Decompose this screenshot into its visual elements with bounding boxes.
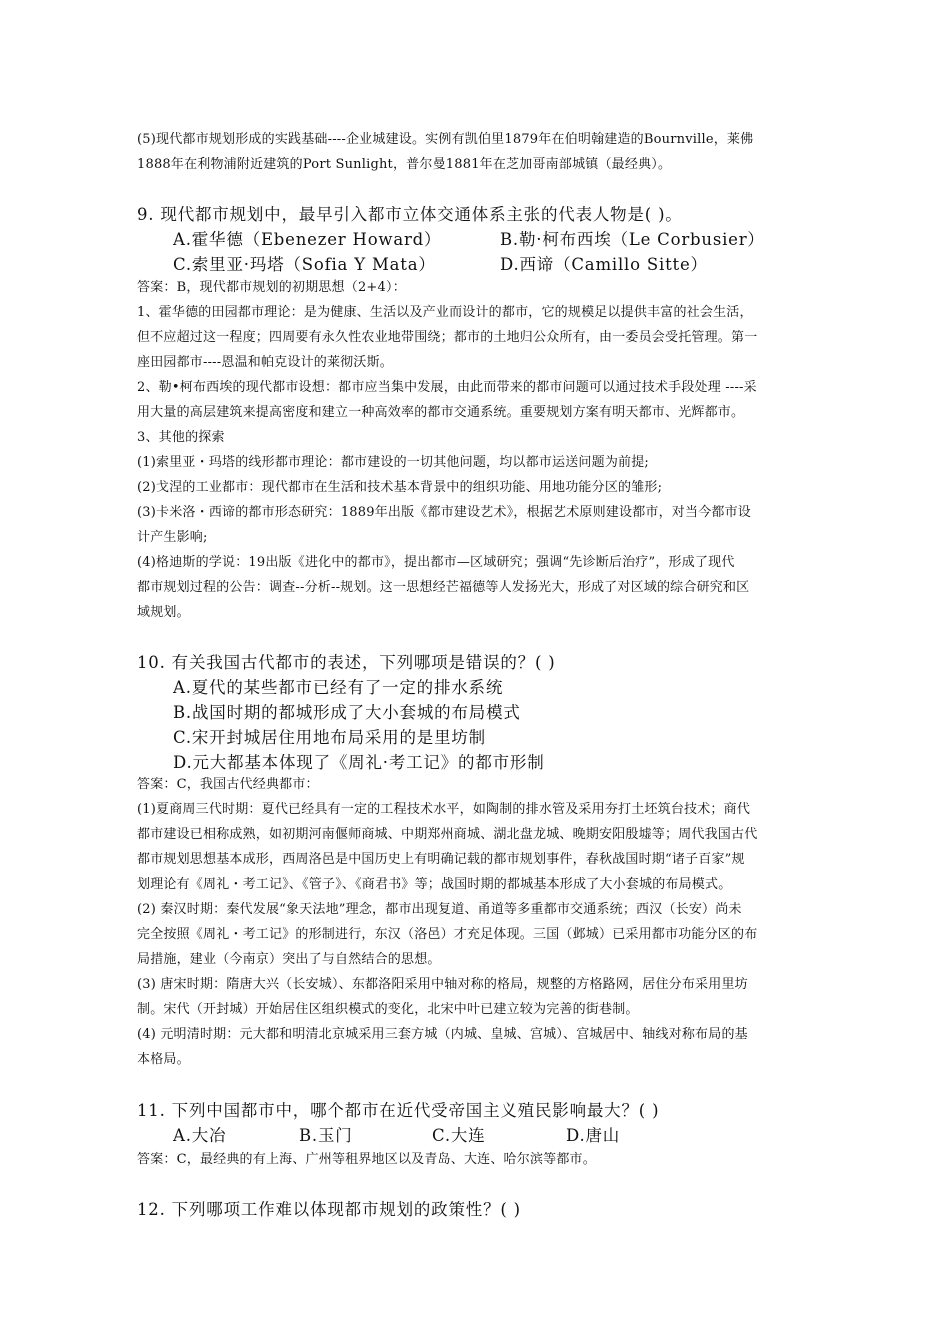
question-10-option-a: A.夏代的某些都市已经有了一定的排水系统 — [173, 678, 504, 697]
answer-line: 答案：C，最经典的有上海、广州等租界地区以及青岛、大连、哈尔滨等都市。 — [137, 1152, 596, 1167]
answer-line: 答案：C，我国古代经典都市： — [137, 777, 319, 792]
answer-line: 用大量的高层建筑来提高密度和建立一种高效率的都市交通系统。重要规划方案有明天都市、光辉都市。 — [137, 405, 745, 420]
intro-line: 1888年在利物浦附近建筑的Port Sunlight，普尔曼1881年在芝加哥南部城镇（最经典）。 — [137, 157, 672, 172]
answer-line: 但不应超过这一程度；四周要有永久性农业地带围绕；都市的土地归公众所有，由一委员会受托管理。第一 — [137, 330, 758, 345]
intro-paragraph — [137, 127, 823, 177]
answer-line: (3) 唐宋时期：隋唐大兴（长安城）、东都洛阳采用中轴对称的格局，规整的方格路网，居住分布采用里坊 — [137, 977, 748, 992]
answer-line: 局措施，建业（今南京）突出了与自然结合的思想。 — [137, 952, 441, 967]
question-9-stem: 9. 现代都市规划中，最早引入都市立体交通体系主张的代表人物是( )。 — [137, 205, 683, 224]
answer-line: (4) 元明清时期：元大都和明清北京城采用三套方城（内城、皇城、宫城）、宫城居中、轴线对称布局的基 — [137, 1027, 748, 1042]
answer-line: 划理论有《周礼・考工记》、《管子》、《商君书》等；战国时期的都城基本形成了大小套城的布局模式。 — [137, 877, 732, 892]
question-11 — [137, 1098, 823, 1148]
answer-line: (2)戈涅的工业都市：现代都市在生活和技术基本背景中的组织功能、用地功能分区的雏形; — [137, 480, 663, 495]
question-11-option-c: C.大连 — [432, 1126, 486, 1145]
question-11-answer — [137, 1147, 823, 1172]
question-11-option-d: D.唐山 — [566, 1126, 621, 1145]
question-9-options-row-1 — [137, 227, 823, 252]
question-9-option-c: C.索里亚·玛塔（Sofia Y Mata） — [173, 255, 436, 274]
answer-line: 1、霍华德的田园都市理论：是为健康、生活以及产业而设计的都市，它的规模足以提供丰富的社会生活， — [137, 305, 753, 320]
question-10-option-c: C.宋开封城居住用地布局采用的是里坊制 — [173, 728, 486, 747]
answer-line: 3、其他的探索 — [137, 430, 225, 445]
question-9-option-a: A.霍华德（Ebenezer Howard） — [173, 230, 442, 249]
question-9 — [137, 202, 823, 277]
question-10-answer — [137, 772, 823, 1072]
answer-line: 制。宋代（开封城）开始居住区组织模式的变化，北宋中叶已建立较为完善的街巷制。 — [137, 1002, 639, 1017]
answer-line: 答案：B，现代都市规划的初期思想（2+4）： — [137, 280, 406, 295]
answer-line: 都市规划过程的公告：调查--分析--规划。这一思想经芒福德等人发扬光大，形成了对区域的综合研究和区 — [137, 580, 750, 595]
question-9-option-d: D.西谛（Camillo Sitte） — [500, 255, 708, 274]
answer-line: 本格局。 — [137, 1052, 190, 1067]
question-12 — [137, 1197, 823, 1222]
question-10-option-d: D.元大都基本体现了《周礼·考工记》的都市形制 — [173, 753, 545, 772]
answer-line: 都市建设已相称成熟，如初期河南偃师商城、中期郑州商城、湖北盘龙城、晚期安阳殷墟等；周代我国古代 — [137, 827, 758, 842]
question-9-options-row-2 — [137, 252, 823, 277]
question-10 — [137, 650, 823, 775]
question-9-answer — [137, 275, 823, 625]
answer-line: 完全按照《周礼・考工记》的形制进行，东汉（洛邑）才充足体现。三国（邺城）已采用都市功能分区的布 — [137, 927, 758, 942]
answer-line: 座田园都市----恩温和帕克设计的莱彻沃斯。 — [137, 355, 393, 370]
question-9-option-b: B.勒·柯布西埃（Le Corbusier） — [500, 230, 765, 249]
answer-line: (3)卡米洛・西谛的都市形态研究：1889年出版《都市建设艺术》，根据艺术原则建设都市，对当今都市设 — [137, 505, 751, 520]
question-11-options-row — [137, 1123, 823, 1148]
question-11-option-b: B.玉门 — [299, 1126, 353, 1145]
answer-line: (2) 秦汉时期：秦代发展“象天法地”理念，都市出现复道、甬道等多重都市交通系统；西汉（长安）尚未 — [137, 902, 742, 917]
answer-line: 都市规划思想基本成形，西周洛邑是中国历史上有明确记载的都市规划事件，春秋战国时期“诸子百家”规 — [137, 852, 745, 867]
answer-line: (1)夏商周三代时期：夏代已经具有一定的工程技术水平，如陶制的排水管及采用夯打土坯筑台技术；商代 — [137, 802, 751, 817]
answer-line: 2、勒•柯布西埃的现代都市设想：都市应当集中发展，由此而带来的都市问题可以通过技术手段处理 ----采 — [137, 380, 757, 395]
answer-line: (1)索里亚・玛塔的线形都市理论：都市建设的一切其他问题，均以都市运送问题为前提; — [137, 455, 649, 470]
question-11-option-a: A.大冶 — [173, 1126, 227, 1145]
question-10-stem: 10. 有关我国古代都市的表述，下列哪项是错误的？( ) — [137, 653, 556, 672]
answer-line: 计产生影响; — [137, 530, 208, 545]
question-11-stem: 11. 下列中国都市中，哪个都市在近代受帝国主义殖民影响最大？( ) — [137, 1101, 660, 1120]
answer-line: (4)格迪斯的学说：19出版《进化中的都市》，提出都市—区域研究；强调“先诊断后治疗”，形成了现代 — [137, 555, 735, 570]
answer-line: 域规划。 — [137, 605, 190, 620]
question-10-option-b: B.战国时期的都城形成了大小套城的布局模式 — [173, 703, 521, 722]
intro-line: (5)现代都市规划形成的实践基础----企业城建设。实例有凯伯里1879年在伯明翰建造的Bournville，莱佛 — [137, 132, 754, 147]
question-12-stem: 12. 下列哪项工作难以体现都市规划的政策性？( ) — [137, 1200, 521, 1219]
